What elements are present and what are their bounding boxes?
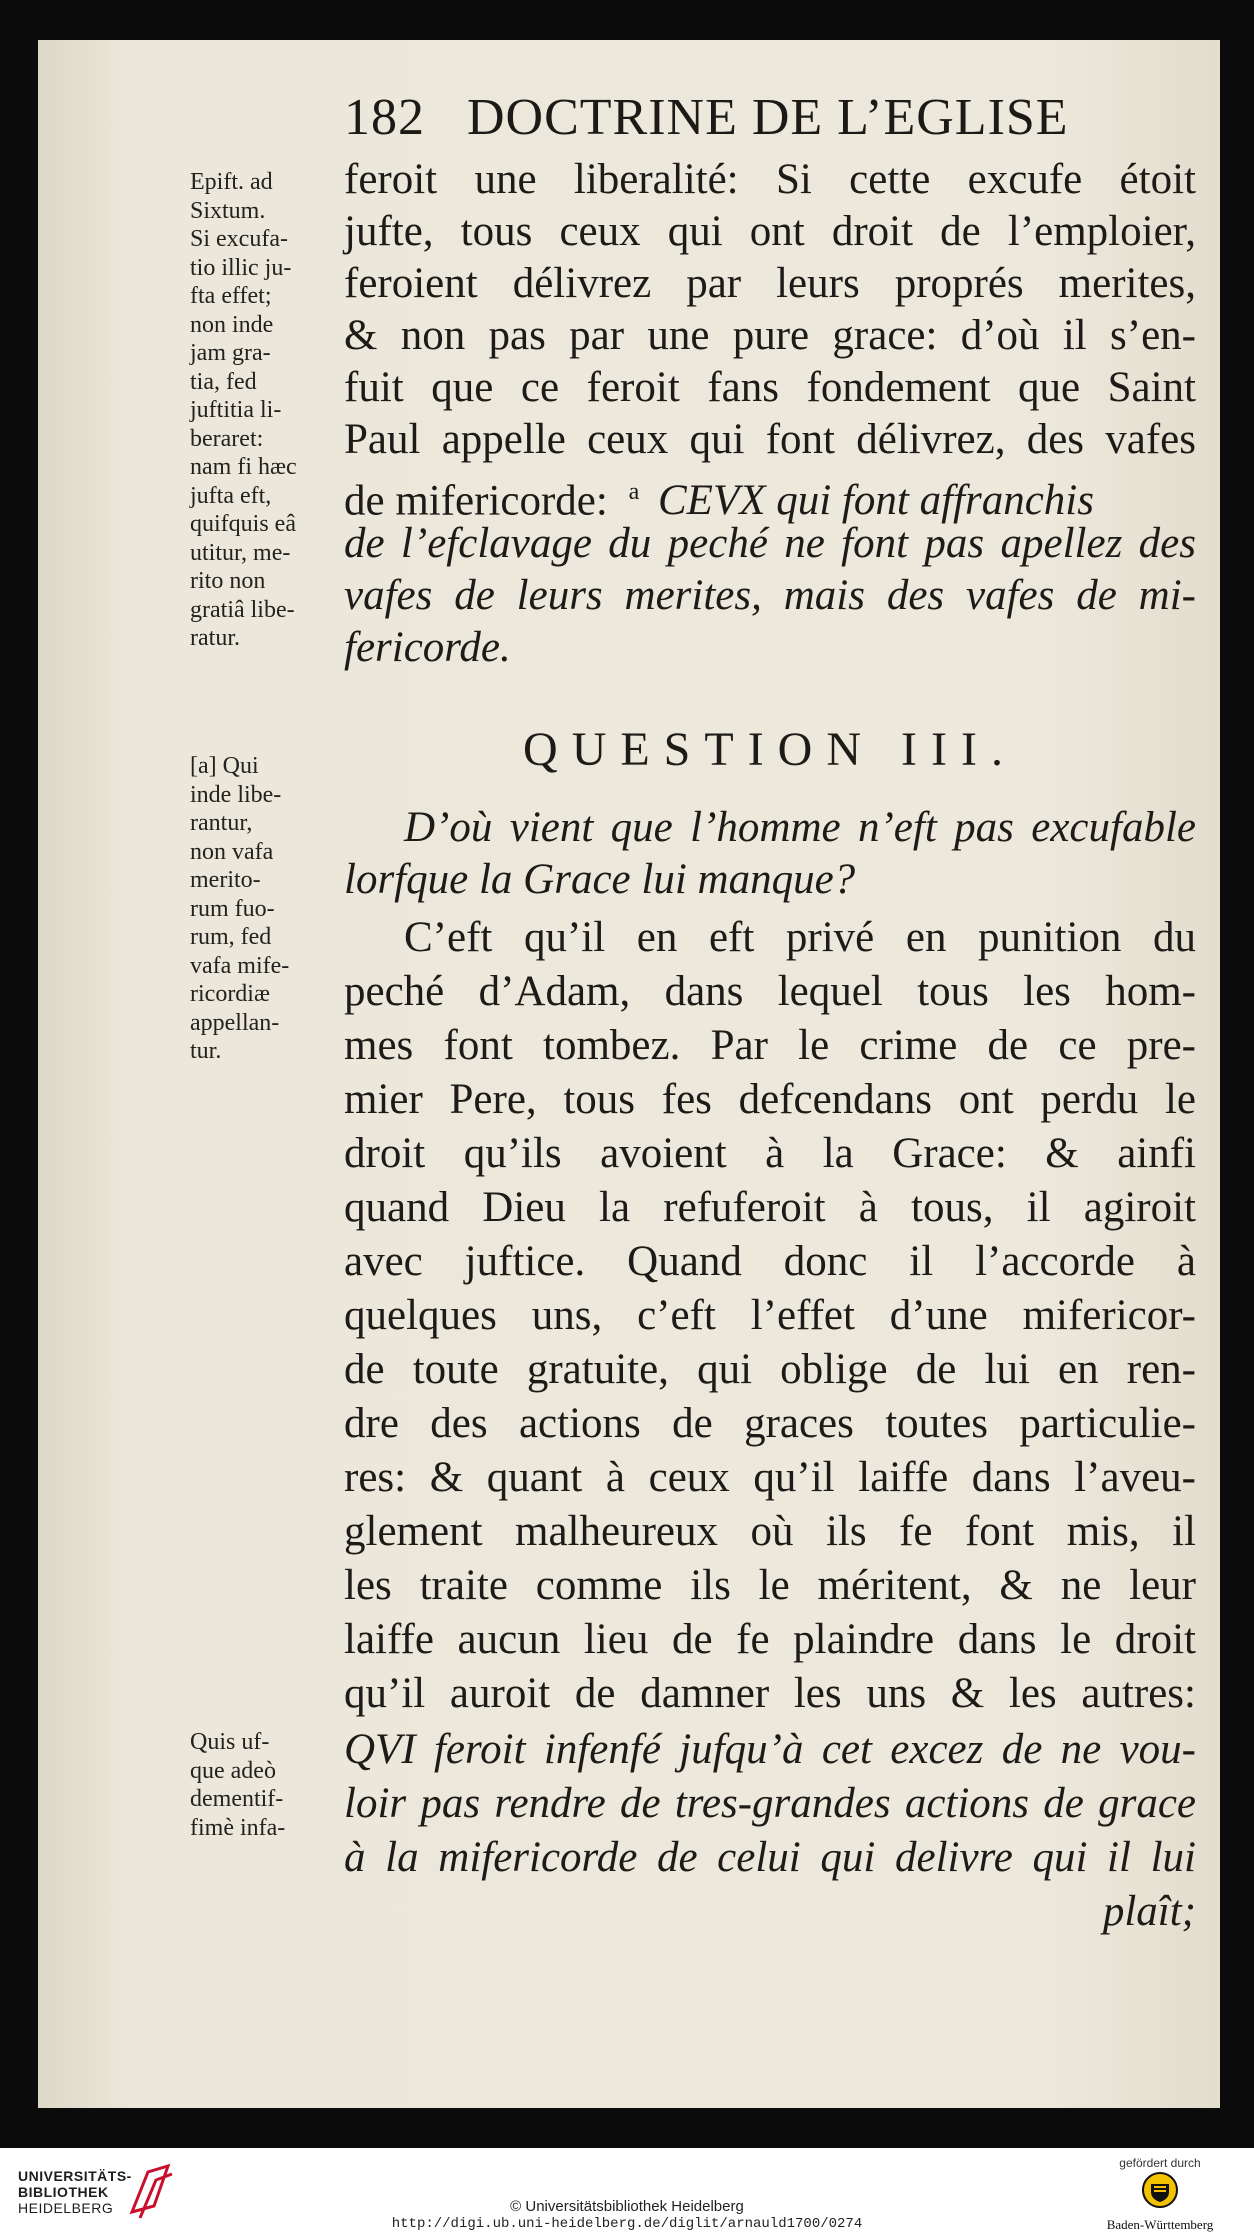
margin-line: rantur, (190, 810, 253, 836)
library-name-line: HEIDELBERG (18, 2200, 114, 2216)
margin-line: jufta eft, (190, 482, 272, 509)
sponsor-name: Baden-Württemberg (1106, 2217, 1214, 2232)
margin-line: merito- (190, 867, 261, 893)
body-line: quelques uns, c’eft l’effet d’une mifericor- (344, 1292, 1196, 1339)
body-line: mes font tombez. Par le crime de ce pre- (344, 1022, 1196, 1069)
body-line: res: & quant à ceux qu’il laiffe dans l’aveu- (344, 1454, 1196, 1501)
footer-bar (0, 2148, 1254, 2237)
body-line: qu’il auroit de damner les uns & les autres: (344, 1670, 1196, 1717)
margin-line: Sixtum. (190, 197, 266, 224)
quote-text: CEVX qui font affranchis (658, 477, 1094, 525)
question-line: lorfque la Grace lui manque? (344, 856, 856, 903)
margin-line: que adeò (190, 1757, 276, 1784)
margin-line: utitur, me- (190, 539, 291, 566)
margin-line: juftitia li- (190, 397, 282, 423)
body-line: jufte, tous ceux qui ont droit de l’emploier, (344, 208, 1196, 255)
margin-line: Epift. ad (190, 169, 273, 195)
margin-line: dementif- (190, 1786, 284, 1812)
margin-line: nam fi hæc (190, 454, 297, 480)
margin-line: non inde (190, 311, 274, 338)
quote-line: QVI feroit infenfé jufqu’à cet excez de ne vou- (344, 1726, 1196, 1773)
margin-line: rum fuo- (190, 895, 275, 922)
body-line: les traite comme ils le méritent, & ne leur (344, 1562, 1196, 1609)
margin-line: Si excufa- (190, 226, 288, 252)
body-line: feroient délivrez par leurs proprés merites, (344, 260, 1196, 307)
library-name-line: BIBLIOTHEK (18, 2184, 109, 2200)
body-line: mier Pere, tous fes defcendans ont perdu le (344, 1076, 1196, 1123)
margin-line: fimè infa- (190, 1814, 286, 1841)
body-line: & non pas par une pure grace: d’où il s’en- (344, 312, 1196, 359)
margin-line: rum, fed (190, 924, 272, 950)
margin-note-latin (190, 168, 340, 653)
quote-line: à la mifericorde de celui qui delivre qui il lui (344, 1834, 1196, 1881)
margin-line: rito non (190, 568, 266, 594)
page-header (344, 88, 1194, 147)
body-line: droit qu’ils avoient à la Grace: & ainfi (344, 1130, 1196, 1177)
quote-line: fericorde. (344, 624, 511, 671)
margin-line: fta effet; (190, 283, 272, 309)
quote-line: de l’efclavage du peché ne font pas apellez des (344, 520, 1196, 567)
margin-note-footnote-a (190, 752, 340, 1066)
running-title: DOCTRINE DE L’EGLISE (467, 89, 1069, 146)
footnote-marker: a (628, 479, 640, 505)
body-line: glement malheureux où ils fe font mis, il (344, 1508, 1196, 1555)
margin-line: tio illic ju- (190, 254, 292, 281)
margin-line: tur. (190, 1038, 222, 1064)
margin-line: gratiâ libe- (190, 596, 295, 623)
sponsor-label: gefördert durch (1119, 2156, 1201, 2170)
body-line: fuit que ce feroit fans fondement que Saint (344, 364, 1196, 411)
quote-line: vafes de leurs merites, mais des vafes de mi- (344, 572, 1196, 619)
body-line: laiffe aucun lieu de fe plaindre dans le droit (344, 1616, 1196, 1663)
margin-line: vafa mife- (190, 952, 290, 979)
body-text: de mifericorde: (344, 477, 608, 525)
quote-line: loir pas rendre de tres-grandes actions de grace (344, 1780, 1196, 1827)
margin-line: beraret: (190, 425, 264, 452)
margin-line: [a] Qui (190, 753, 259, 779)
body-line: quand Dieu la refuferoit à tous, il agiroit (344, 1184, 1196, 1231)
question-line: D’où vient que l’homme n’eft pas excufable (404, 804, 1196, 851)
margin-line: appellan- (190, 1009, 280, 1036)
coat-of-arms-icon (1140, 2170, 1180, 2210)
margin-line: ricordiæ (190, 981, 270, 1007)
body-line: C’eft qu’il en eft privé en punition du (404, 914, 1196, 961)
body-line: de toute gratuite, qui oblige de lui en ren- (344, 1346, 1196, 1393)
source-url[interactable]: http://digi.ub.uni-heidelberg.de/diglit/arnauld1700/0274 (391, 2216, 863, 2232)
margin-line: Quis uf- (190, 1729, 270, 1755)
margin-line: tia, fed (190, 368, 257, 395)
page-number: 182 (344, 89, 425, 146)
library-name-line: UNIVERSITÄTS- (18, 2168, 132, 2184)
body-line: peché d’Adam, dans lequel tous les hom- (344, 968, 1196, 1015)
margin-line: ratur. (190, 625, 240, 651)
body-line: feroit une liberalité: Si cette excufe étoit (344, 156, 1196, 203)
margin-line: quifquis eâ (190, 511, 296, 537)
body-line: Paul appelle ceux qui font délivrez, des vafes (344, 416, 1196, 463)
copyright-text: © Universitätsbibliothek Heidelberg (510, 2198, 744, 2215)
margin-note-latin-2 (190, 1728, 340, 1842)
quote-line: plaît; (1102, 1888, 1196, 1935)
question-heading: QUESTION III. (523, 723, 1017, 776)
margin-line: jam gra- (190, 340, 271, 366)
body-line: avec juftice. Quand donc il l’accorde à (344, 1238, 1196, 1285)
margin-line: inde libe- (190, 781, 282, 808)
sponsor-logo[interactable] (1090, 2156, 1230, 2233)
margin-line: non vafa (190, 838, 274, 865)
body-line: dre des actions de graces toutes particulie- (344, 1400, 1196, 1447)
